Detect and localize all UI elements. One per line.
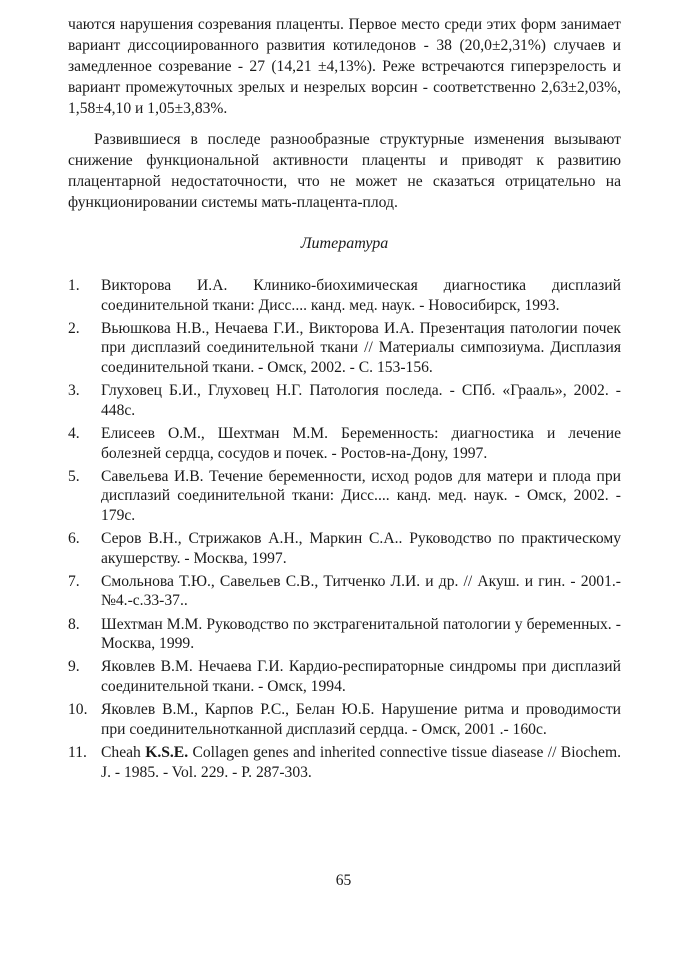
body-paragraph-continued: чаются нарушения созревания плаценты. Первое место среди этих форм занимает вариант диссоциированного развития котиледонов - 38 (20,0±2,31%) случаев и замедленное созревание - 27 (14,21 ±4,13%). Реже встречаются гиперзрелость и вариант промежуточных зрелых и незрелых ворсин - соответственно 2,63±2,03%, 1,58±4,10 и 1,05±3,83%.	[68, 16, 621, 117]
reference-number: 2.	[68, 319, 80, 337]
reference-item	[68, 467, 621, 526]
reference-text: Яковлев В.М., Карпов Р.С., Белан Ю.Б. Нарушение ритма и проводимости при соединительнотканной дисплазий сердца. - Омск, 2001 .- 160с.	[101, 701, 621, 738]
reference-number: 7.	[68, 572, 80, 590]
reference-text: Елисеев О.М., Шехтман М.М. Беременность: диагностика и лечение болезней сердца, сосудов и почек. - Ростов-на-Дону, 1997.	[101, 424, 621, 462]
reference-list	[68, 276, 621, 782]
reference-number: 1.	[68, 277, 80, 294]
document-page	[68, 14, 621, 786]
reference-text: Глуховец Б.И., Глуховец Н.Г. Патология последа. - СПб. «Грааль», 2002. - 448с.	[101, 382, 621, 419]
body-paragraph: Развившиеся в последе разнообразные структурные изменения вызывают снижение функциональной активности плаценты и приводят к развитию плацентарной недостаточности, что не может не сказаться отрицательно на функционировании системы мать-плацента-плод.	[68, 131, 621, 211]
reference-text: Серов В.Н., Стрижаков А.Н., Маркин С.А.. Руководство по практическому акушерству. - Москва, 1997.	[101, 530, 621, 567]
reference-item	[68, 657, 621, 696]
reference-item	[68, 529, 621, 568]
page-number: 65	[335, 872, 352, 889]
reference-text: Вьюшкова Н.В., Нечаева Г.И., Викторова И.А. Презентация патологии почек при дисплазий соединительной ткани // Материалы симпозиума. Дисплазия соединительной ткани. - Омск, 2002. - С. 153-156.	[101, 319, 621, 376]
reference-number: 6.	[68, 530, 80, 548]
reference-number: 10.	[68, 701, 88, 719]
reference-item	[68, 615, 621, 654]
reference-text: Смольнова Т.Ю., Савельев С.В., Титченко Л.И. и др. // Акуш. и гин. - 2001.-№4.-с.33-37..	[101, 572, 621, 610]
reference-text: Collagen genes and inherited connective tissue diasease // Biochem. J. - 1985. - Vol. 229. - P. 287-303.	[101, 744, 621, 781]
reference-number: 4.	[68, 424, 80, 442]
reference-item	[68, 700, 621, 739]
reference-item	[68, 743, 621, 782]
literature-heading: Литература	[300, 235, 389, 252]
reference-number: 11.	[68, 744, 87, 761]
reference-text: Викторова И.А. Клинико-биохимическая диагностика дисплазий соединительной ткани: Дисс.... канд. мед. наук. - Новосибирск, 1993.	[101, 277, 621, 314]
reference-number: 8.	[68, 615, 80, 633]
reference-number: 3.	[68, 382, 80, 400]
reference-author-prefix: Cheah	[101, 744, 146, 761]
reference-text: Шехтман М.М. Руководство по экстрагенитальной патологии у беременных. - Москва, 1999.	[101, 615, 621, 653]
reference-item	[68, 381, 621, 420]
reference-item	[68, 572, 621, 611]
reference-text: Яковлев В.М. Нечаева Г.И. Кардио-респираторные синдромы при дисплазий соединительной ткани. - Омск, 1994.	[101, 658, 621, 696]
reference-text: Савельева И.В. Течение беременности, исход родов для матери и плода при дисплазий соединительной ткани: Дисс.... канд. мед. наук. - Омск, 2002. - 179с.	[101, 467, 621, 524]
reference-author-initials: K.S.E.	[145, 744, 189, 761]
reference-number: 5.	[68, 467, 80, 485]
reference-number: 9.	[68, 658, 80, 676]
reference-item	[68, 424, 621, 463]
reference-item	[68, 276, 621, 315]
reference-item	[68, 319, 621, 378]
